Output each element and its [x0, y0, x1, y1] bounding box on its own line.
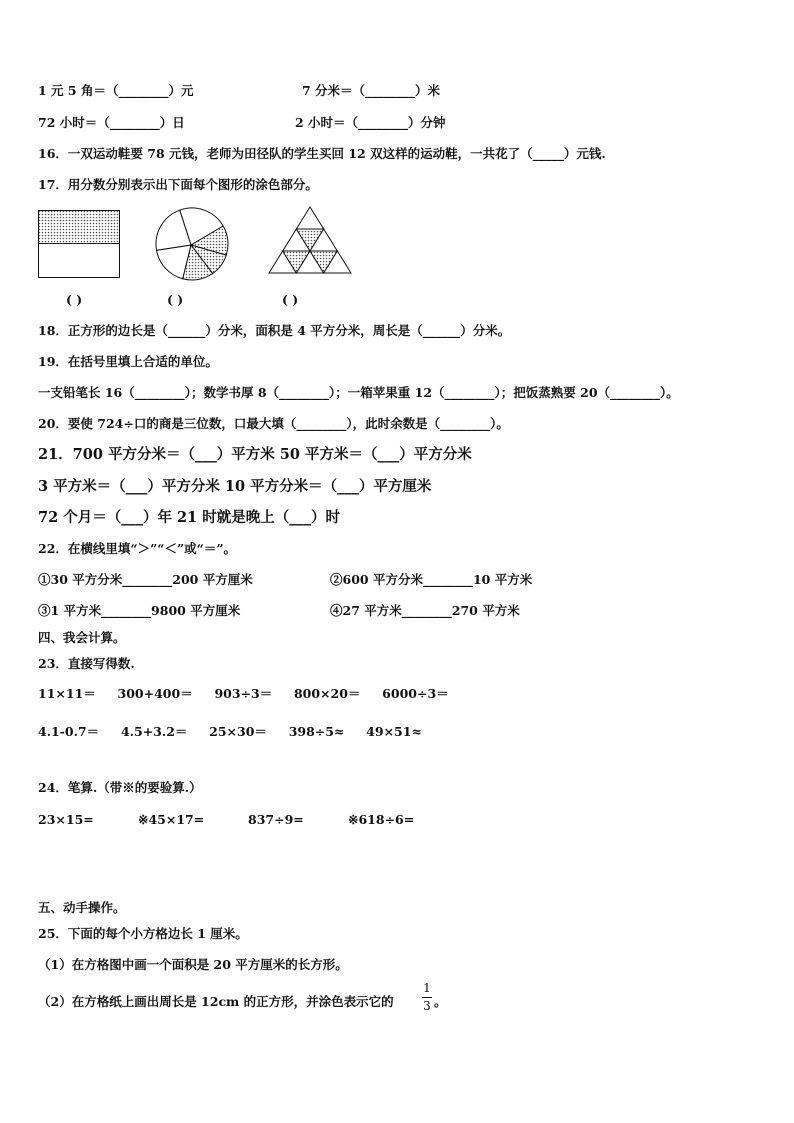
q25-text: 25．下面的每个小方格边长 1 厘米。	[38, 926, 248, 941]
section-4-heading: 四、我会计算。	[38, 630, 126, 645]
q22-item-1: ①30 平方分米________200 平方厘米	[38, 572, 253, 587]
q25-part-2: （2）在方格纸上画出周长是 12cm 的正方形，并涂色表示它的	[38, 994, 394, 1009]
fraction-bar	[422, 997, 432, 998]
q24-calc-1: 23×15=	[38, 812, 94, 827]
q21-line-1: 21．700 平方分米＝（___）平方米 50 平方米＝（___）平方分米	[38, 446, 472, 463]
q23-row-1: 11×11＝ 300+400＝ 903÷3＝ 800×20＝ 6000÷3＝	[38, 686, 449, 701]
q24-calc-3: 837÷9=	[248, 812, 304, 827]
q22-item-3: ③1 平方米________9800 平方厘米	[38, 603, 241, 618]
q15-fenmi: 7 分米＝（________）米	[302, 83, 441, 98]
q25-part-1: （1）在方格图中画一个面积是 20 平方厘米的长方形。	[38, 957, 348, 972]
q15-yuan-jiao: 1 元 5 角＝（________）元	[38, 83, 194, 98]
q19-text: 19．在括号里填上合适的单位。	[38, 354, 218, 369]
fraction-numerator: 1	[423, 981, 431, 995]
fraction-denominator: 3	[423, 999, 431, 1013]
q23-text: 23．直接写得数.	[38, 656, 135, 671]
q21-line-2: 3 平方米＝（___）平方分米 10 平方分米＝（___）平方厘米	[38, 478, 432, 495]
q17-triangle-figure	[268, 206, 352, 274]
q17-rectangle-figure	[38, 210, 120, 278]
q17-answer-blank-3[interactable]: ( )	[282, 292, 299, 307]
q20-text: 20．要使 724÷口的商是三位数，口最大填（________），此时余数是（________）。	[38, 416, 509, 431]
q17-circle-figure	[155, 207, 229, 281]
q25-part-2-end: 。	[434, 994, 447, 1009]
q24-calc-2: ※45×17=	[138, 812, 205, 827]
q18-text: 18．正方形的边长是（______）分米，面积是 4 平方分米，周长是（______）分米。	[38, 323, 511, 338]
small-triangle	[296, 207, 323, 229]
section-5-heading: 五、动手操作。	[38, 900, 126, 915]
q17-text: 17．用分数分别表示出下面每个图形的涂色部分。	[38, 177, 318, 192]
q19-units-line: 一支铅笔长 16（________）；数学书厚 8（________）；一箱苹果重 12（________）；把饭蒸熟要 20（________）。	[38, 385, 679, 400]
q24-text: 24．笔算.（带※的要验算.）	[38, 780, 202, 795]
q17-answer-blank-1[interactable]: ( )	[66, 292, 83, 307]
q22-text: 22．在横线里填“＞”“＜”或“＝”。	[38, 541, 237, 556]
q17-answer-blank-2[interactable]: ( )	[167, 292, 184, 307]
q23-row-2: 4.1-0.7＝ 4.5+3.2＝ 25×30＝ 398÷5≈ 49×51≈	[38, 724, 422, 739]
q16-text: 16．一双运动鞋要 78 元钱，老师为田径队的学生买回 12 双这样的运动鞋，一共花了（_____）元钱.	[38, 146, 606, 161]
q22-item-2: ②600 平方分米________10 平方米	[330, 572, 533, 587]
q24-calc-4: ※618÷6=	[348, 812, 415, 827]
q15-hours-minutes: 2 小时＝（________）分钟	[295, 115, 446, 130]
q15-hours-days: 72 小时＝（________）日	[38, 115, 185, 130]
q21-line-3: 72 个月＝（___）年 21 时就是晚上（___）时	[38, 509, 340, 526]
q22-item-4: ④27 平方米________270 平方米	[330, 603, 520, 618]
